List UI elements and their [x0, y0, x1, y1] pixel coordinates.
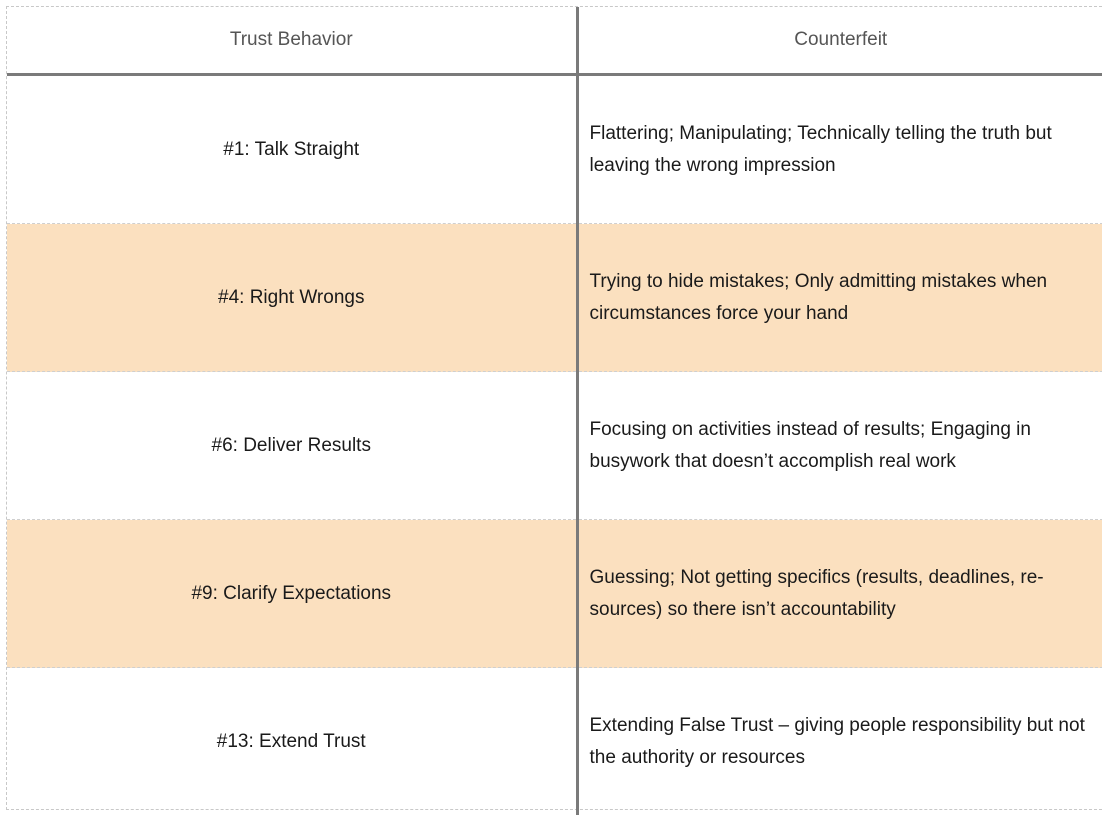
- header-trust-behavior: Trust Behavior: [7, 7, 577, 75]
- header-counterfeit: Counterfeit: [577, 7, 1102, 75]
- table-row: [7, 668, 1102, 816]
- table-header-row: [7, 7, 1102, 75]
- table-row: [7, 372, 1102, 520]
- trust-behavior-cell: #1: Talk Straight: [7, 75, 577, 224]
- counterfeit-cell: Focusing on activities instead of results; Engaging in busywork that doesn’t accomplish real work: [577, 372, 1102, 520]
- table-row: [7, 75, 1102, 224]
- trust-behavior-cell: #9: Clarify Expectations: [7, 520, 577, 668]
- trust-behavior-cell: #13: Extend Trust: [216, 730, 366, 752]
- table-row: [7, 224, 1102, 372]
- counterfeit-cell: Trying to hide mistakes; Only admitting mistakes when circumstances force your hand: [577, 224, 1102, 372]
- trust-behavior-cell: #4: Right Wrongs: [7, 224, 577, 372]
- trust-table-frame: [6, 6, 1102, 810]
- counterfeit-cell: Guessing; Not getting specifics (results, deadlines, re-sources) so there isn’t accountability: [577, 520, 1102, 668]
- table-row: [7, 520, 1102, 668]
- counterfeit-cell: Extending False Trust – giving people responsibility but not the authority or resources: [577, 668, 1102, 816]
- counterfeit-cell: Flattering; Manipulating; Technically telling the truth but leaving the wrong impression: [577, 75, 1102, 224]
- trust-behavior-table: [7, 7, 1102, 815]
- trust-behavior-cell: #6: Deliver Results: [7, 372, 577, 520]
